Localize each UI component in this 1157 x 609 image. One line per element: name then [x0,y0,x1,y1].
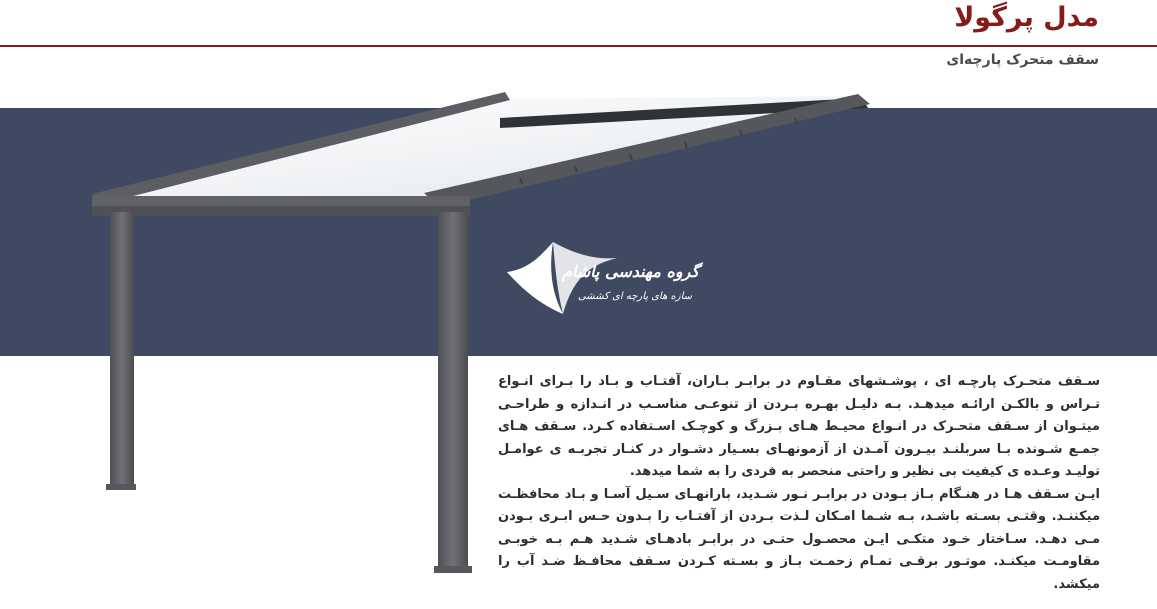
page-title: مدل پرگولا [954,2,1099,33]
page-subtitle: سقف متحرک پارچه‌ای [946,52,1099,68]
logo-tagline: سازه های پارچه ای کششی [577,291,693,302]
right-post [438,212,468,570]
company-logo [505,242,720,332]
logo-company-name: گروه مهندسی پاشام [561,262,700,281]
title-divider [0,45,1157,47]
description-paragraph-1: سـقف متحـرک پارچـه ای ، پوشـشهای مقـاوم در برابـر بـاران، آفتـاب و بـاد را بـرای انـواع تـراس و بالکـن ارائـه میدهـد. بـه دلیـل بهـره بـردن از تنوعـی مناسـب در انـدازه و طراحـی میتـوان از سـقف متحـرک در انـواع محیـط هـای بـزرگ و کوچـک اسـتفاده کـرد. سـقف هـای جمـع شـونده بـا سربلنـد بیـرون آمـدن از آزمونهـای بسـیار دشـوار در کنـار تجربـه ی عوامـل تولیـد وعـده ی کیفیت بی نظیر و راحتی منحصر به فردی را به شما میدهد. [498,374,1100,479]
description-text [498,371,1100,596]
description-paragraph-2: ایـن سـقف هـا در هنـگام بـاز بـودن در برابـر نـور شـدید، بارانهـای سـیل آسـا و بـاد محافظـت میکننـد. وقتـی بسـته باشـد، بـه شـما امـکان لـذت بـردن از آفتـاب را بـدون حـس ابـری بـودن مـی دهـد. سـاختار خـود متکـی ایـن محصـول حتـی در برابـر بادهـای شـدید هـم بـه خوبـی مقاومـت میکنـد. موتـور برقـی تمـام زحمـت بـاز و بسـته کـردن سـقف محافـظ ضـد آب را میکشد. [498,486,1100,592]
left-post [110,212,134,488]
